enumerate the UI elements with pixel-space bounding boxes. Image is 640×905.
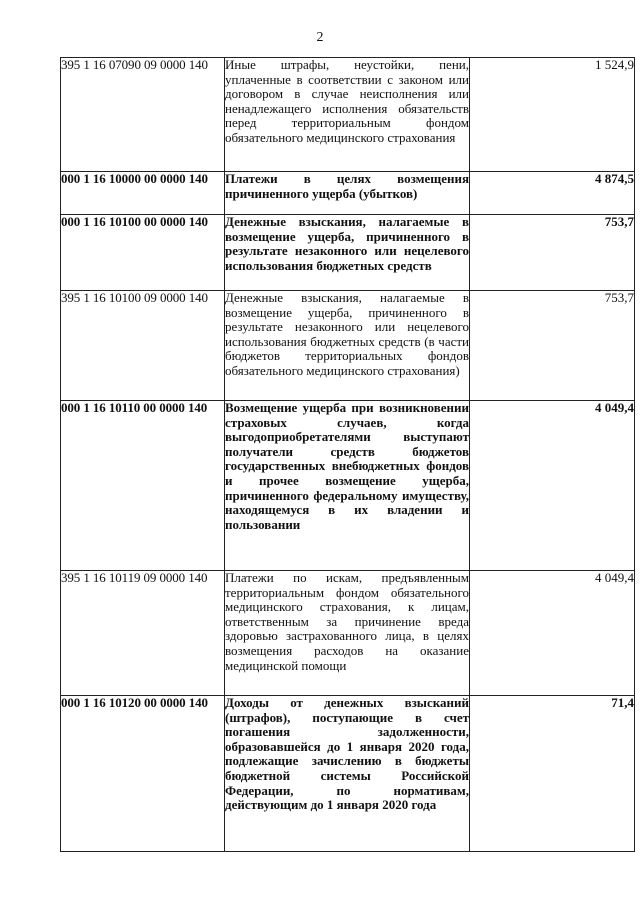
revenue-amount: 753,7	[470, 291, 635, 401]
table-row	[61, 696, 635, 852]
page-number: 2	[316, 30, 324, 45]
table-row	[61, 58, 635, 172]
revenue-amount: 71,4	[470, 696, 635, 852]
revenue-amount: 4 874,5	[470, 172, 635, 215]
revenue-amount: 4 049,4	[470, 571, 635, 696]
revenue-amount: 1 524,9	[470, 58, 635, 172]
revenue-amount: 753,7	[470, 215, 635, 291]
revenue-description: Доходы от денежных взысканий (штрафов), поступающие в счет погашения задолженности, образовавшейся до 1 января 2020 года, подлежащие зачислению в бюджеты бюджетной системы Российской Федерации, по нормативам, действующим до 1 января 2020 года	[225, 696, 470, 852]
table-row	[61, 571, 635, 696]
classification-code: 000 1 16 10000 00 0000 140	[61, 172, 225, 215]
revenue-description: Иные штрафы, неустойки, пени, уплаченные в соответствии с законом или договором в случае неисполнения или ненадлежащего исполнения обязательств перед территориальным фондом обязательного медицинского страхования	[225, 58, 470, 172]
classification-code: 395 1 16 10119 09 0000 140	[61, 571, 225, 696]
budget-revenue-table	[60, 57, 635, 852]
classification-code: 000 1 16 10110 00 0000 140	[61, 401, 225, 571]
classification-code: 000 1 16 10120 00 0000 140	[61, 696, 225, 852]
revenue-description: Возмещение ущерба при возникновении страховых случаев, когда выгодоприобретателями выступают получатели средств бюджетов государственных внебюджетных фондов и прочее возмещение ущерба, причиненного федеральному имуществу, находящемуся в их владении и пользовании	[225, 401, 470, 571]
classification-code: 395 1 16 10100 09 0000 140	[61, 291, 225, 401]
table-row	[61, 215, 635, 291]
revenue-description: Платежи по искам, предъявленным территориальным фондом обязательного медицинского страхования, к лицам, ответственным за причинение вреда здоровью застрахованного лица, в целях возмещения расходов на оказание медицинской помощи	[225, 571, 470, 696]
revenue-description: Платежи в целях возмещения причиненного ущерба (убытков)	[225, 172, 470, 215]
table-row	[61, 291, 635, 401]
classification-code: 395 1 16 07090 09 0000 140	[61, 58, 225, 172]
table-row	[61, 401, 635, 571]
table-row	[61, 172, 635, 215]
revenue-amount: 4 049,4	[470, 401, 635, 571]
revenue-description: Денежные взыскания, налагаемые в возмещение ущерба, причиненного в результате незаконного или нецелевого использования бюджетных средств	[225, 215, 470, 291]
classification-code: 000 1 16 10100 00 0000 140	[61, 215, 225, 291]
revenue-description: Денежные взыскания, налагаемые в возмещение ущерба, причиненного в результате незаконного или нецелевого использования бюджетных средств (в части бюджетов территориальных фондов обязательного медицинского страхования)	[225, 291, 470, 401]
